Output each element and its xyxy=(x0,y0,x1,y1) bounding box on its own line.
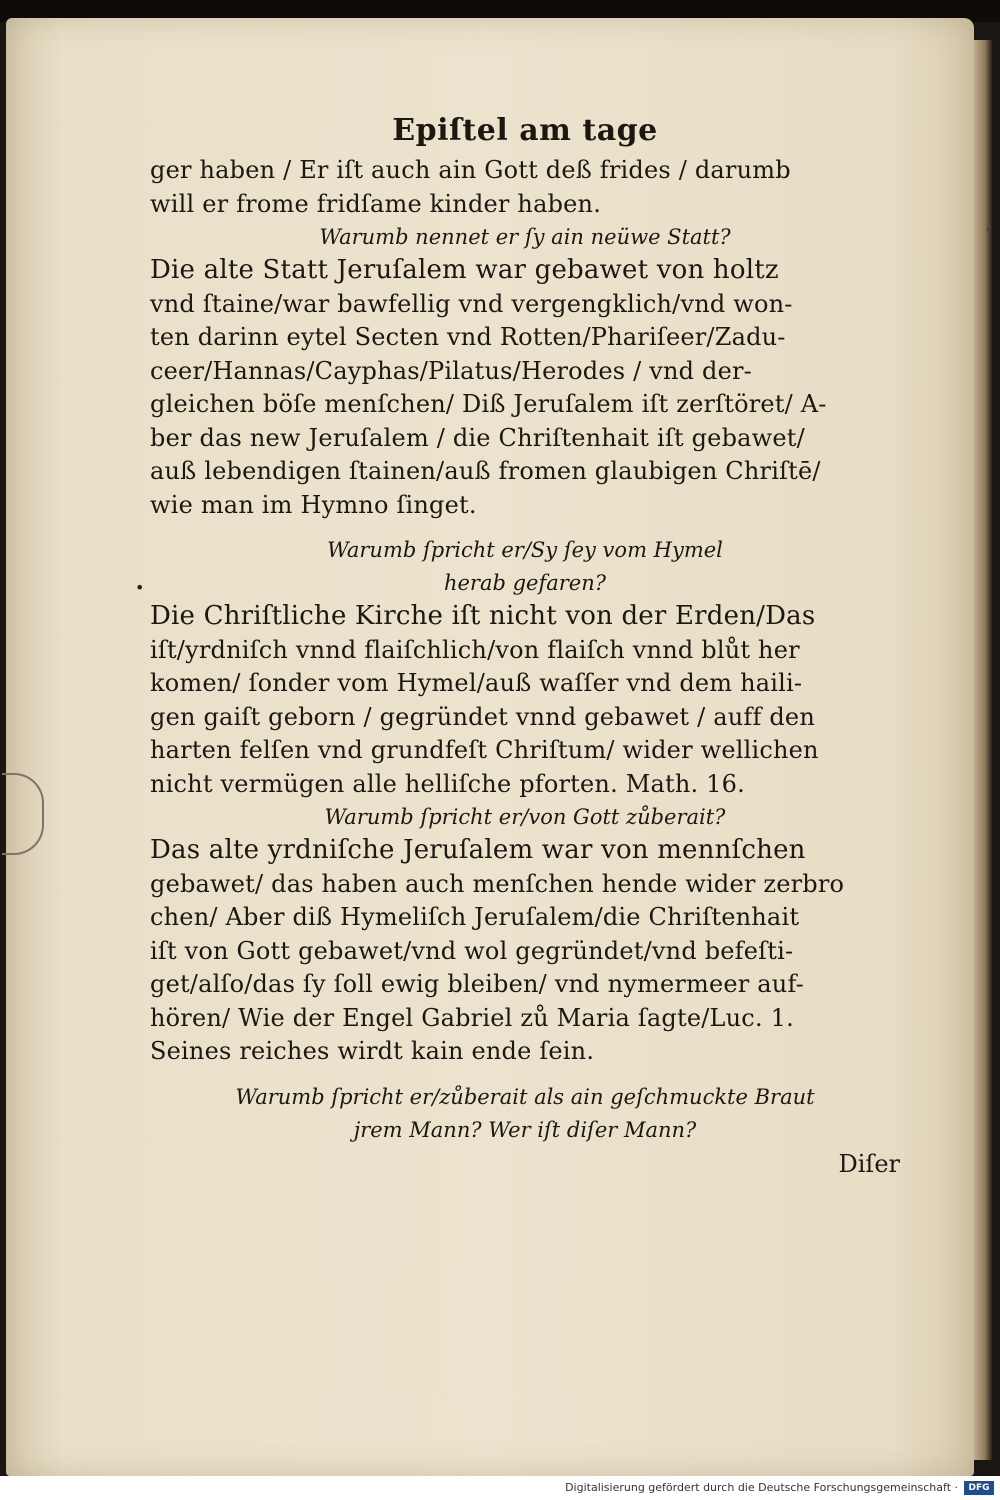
text-line: Die Chriſtliche Kirche iſt nicht von der Erden/Das xyxy=(150,601,816,631)
dfg-logo-icon: DFG xyxy=(964,1481,994,1495)
text-line: Seines reiches wirdt kain ende ſein. xyxy=(150,1037,595,1065)
page-clip xyxy=(2,773,44,855)
text-blocks xyxy=(150,154,900,1147)
question-heading: Warumb nennet er ſy ain neüwe Statt? xyxy=(319,225,731,249)
question-heading: Warumb ſpricht er/Sy ſey vom Hymel xyxy=(327,538,723,562)
text-line: Das alte yrdniſche Jeruſalem war von mennſchen xyxy=(150,835,806,865)
question-heading: Warumb ſpricht er/zůberait als ain geſchmuckte Braut xyxy=(235,1084,815,1109)
text-line: ceer/Hannas/Cayphas/Pilatus/Herodes / vnd der- xyxy=(150,356,752,385)
text-line: Die alte Statt Jeruſalem war gebawet von holtz xyxy=(150,255,779,285)
text-line: hören/ Wie der Engel Gabriel zů Maria ſagte/Luc. 1. xyxy=(150,1003,794,1032)
footer-bar xyxy=(0,1476,1000,1500)
margin-tick: ˒ xyxy=(986,223,991,239)
text-line: iſt von Gott gebawet/vnd wol gegründet/vnd befeſti- xyxy=(150,936,794,965)
running-header: Epiſtel am tage xyxy=(392,113,658,148)
text-line: gen gaiſt geborn / gegründet vnnd gebawet / auff den xyxy=(150,702,815,731)
text-line: nicht vermügen alle helliſche pforten. Math. 16. xyxy=(150,769,745,798)
text-line: ger haben / Er iſt auch ain Gott deß frides / darumb xyxy=(150,156,791,184)
question-heading: jrem Mann? Wer iſt diſer Mann? xyxy=(353,1117,697,1142)
text-line: vnd ſtaine/war bawfellig vnd vergengklich/vnd won- xyxy=(150,289,793,318)
text-line: ten darinn eytel Secten vnd Rotten/Phariſeer/Zadu- xyxy=(150,323,786,351)
text-line: wie man im Hymno ſinget. xyxy=(150,490,477,519)
margin-mark: • xyxy=(135,578,145,597)
question-heading: herab gefaren? xyxy=(443,571,607,595)
text-line: auß lebendigen ſtainen/auß fromen glaubigen Chriſtē/ xyxy=(150,457,821,485)
text-line: harten felſen vnd grundfeſt Chriſtum/ wider wellichen xyxy=(150,736,819,764)
text-line: ber das new Jeruſalem / die Chriſtenhait iſt gebawet/ xyxy=(150,423,805,452)
page-text xyxy=(150,108,900,1181)
text-line: will er frome fridſame kinder haben. xyxy=(150,189,602,218)
text-line: get/alſo/das ſy ſoll ewig bleiben/ vnd nymermeer auf- xyxy=(150,970,804,998)
text-line: gebawet/ das haben auch menſchen hende wider zerbro xyxy=(150,869,845,898)
footer-credit: Digitalisierung gefördert durch die Deutsche Forschungsgemeinschaft · xyxy=(565,1481,958,1494)
text-line: chen/ Aber diß Hymeliſch Jeruſalem/die Chriſtenhait xyxy=(150,903,800,931)
question-heading: Warumb ſpricht er/von Gott zůberait? xyxy=(324,805,726,829)
text-line: gleichen böſe menſchen/ Diß Jeruſalem iſt zerſtöret/ A- xyxy=(150,390,827,418)
catchword: Diſer xyxy=(838,1149,900,1178)
text-line: iſt/yrdniſch vnnd flaiſchlich/von flaiſch vnnd blůt her xyxy=(150,635,800,664)
book-edge xyxy=(974,40,992,1460)
text-line: komen/ ſonder vom Hymel/auß waſſer vnd dem haili- xyxy=(150,669,803,697)
